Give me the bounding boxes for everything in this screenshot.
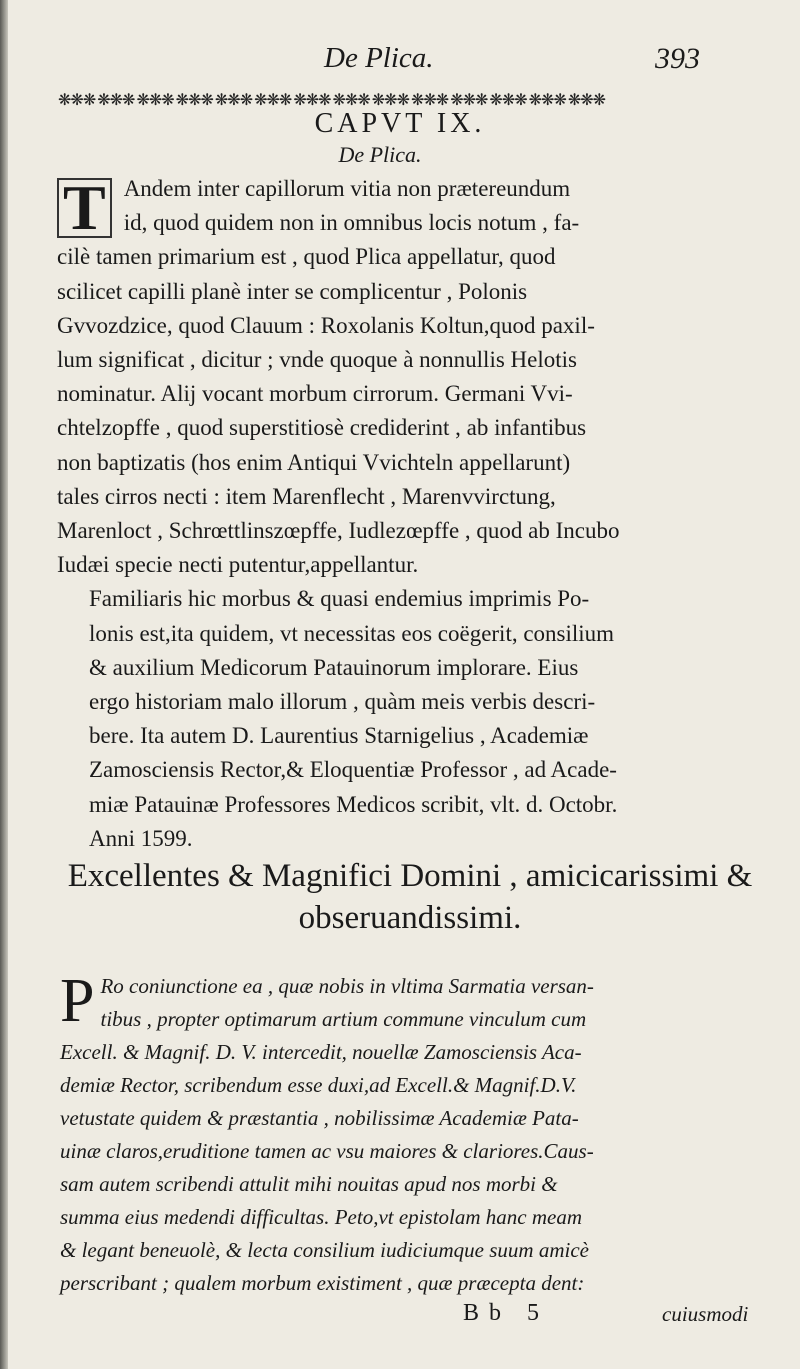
signature-mark: Bb 5 [463,1300,550,1326]
letter-line: vetustate quidem & præstantia , nobilissimæ Academiæ Pata- [60,1106,579,1130]
text-line: tales cirros necti : item Marenflecht , Marenvvirctung, [57,483,556,509]
ornament-glyph: ❋❋❋ [97,89,135,109]
text-line: miæ Patauinæ Professores Medicos scribit, vlt. d. Octobr. [89,791,618,817]
ornament-glyph: ❋❋❋ [214,89,253,109]
page-number: 393 [655,42,700,75]
text-line: Iudæi specie necti putentur,appellantur. [57,552,419,578]
text-line: & auxilium Medicorum Patauinorum implorare. Eius [89,654,579,680]
letter-line: uinæ claros,eruditione tamen ac vsu maiores & clariores.Caus- [60,1139,594,1163]
ornament-glyph: ❋❋❋ [332,89,370,109]
ornament-glyph: ❋❋❋ [58,89,96,109]
ornament-band [58,88,718,110]
drop-cap-p: P [60,967,95,1035]
text-line: id, quod quidem non in omnibus locis notum , fa- [123,210,580,236]
running-head-title: De Plica. [324,42,434,74]
text-line: bere. Ita autem D. Laurentius Starnigelius , Academiæ [89,723,589,749]
chapter-title: CAPVT IX. [314,108,486,139]
text-line: lonis est,ita quidem, vt necessitas eos coëgerit, consilium [89,620,615,646]
letter-line: perscribant ; qualem morbum existiment , quæ præcepta dent: [60,1271,585,1295]
letter-line: demiæ Rector, scribendum esse duxi,ad Excell.& Magnif.D.V. [60,1073,577,1097]
chapter-subtitle: De Plica. [338,142,422,167]
ornament-glyph: ❋❋❋ [136,89,174,109]
letter-line: & legant beneuolè, & lecta consilium iudiciumque suum amicè [60,1238,589,1262]
text-line: ergo historiam malo illorum , quàm meis verbis descri- [89,689,596,715]
letter-line: sam autem scribendi attulit mihi nouitas apud nos morbi & [60,1172,558,1196]
text-line: Anni 1599. [89,825,193,851]
drop-cap-t: T [57,178,112,238]
text-line: chtelzopffe , quod superstitiosè crediderint , ab infantibus [57,415,587,441]
ornament-glyph: ❋❋❋ [567,89,606,109]
text-line: Marenloct , Schrœttlinszœpffe, Iudlezœpffe , quod ab Incubo [57,518,620,544]
text-line: scilicet capilli planè inter se complicentur , Polonis [57,278,528,304]
main-text [57,172,769,856]
text-line: non baptizatis (hos enim Antiqui Vvichteln appellarunt) [57,449,571,475]
ornament-glyph: ❋❋❋ [528,89,566,109]
letter-line: tibus , propter optimarum artium commune vinculum cum [100,1007,587,1031]
letter-salutation [55,855,765,939]
salutation-line: carissimi & obseruandissimi. [298,858,753,936]
ornament-glyph: ❋❋❋ [450,89,488,109]
letter-text [60,967,770,1300]
ornament-glyph: ❋❋❋ [371,89,409,109]
text-line: Zamosciensis Rector,& Eloquentiæ Professor , ad Acade- [89,757,617,783]
salutation-line: Excellentes & Magnifici Domini , amici [67,858,600,894]
page-edge-shadow [0,0,8,1369]
running-head [0,38,800,88]
catchword: cuiusmodi [662,1302,749,1326]
paragraph-2 [57,582,769,856]
letter-line: Ro coniunctione ea , quæ nobis in vltima Sarmatia versan- [100,974,594,998]
text-line: Gvvozdzice, quod Clauum : Roxolanis Koltun,quod paxil- [57,312,595,338]
paragraph-1 [57,172,769,582]
text-line: Familiaris hic morbus & quasi endemius imprimis Po- [89,586,590,612]
ornament-glyph: ❋❋❋ [254,89,292,109]
text-line: nominatur. Alij vocant morbum cirrorum. Germani Vvi- [57,381,573,407]
ornament-glyph: ❋❋❋ [410,89,449,109]
ornament-glyph: ❋❋❋ [293,89,331,109]
text-line: lum significat , dicitur ; vnde quoque à nonnullis Helotis [57,347,577,373]
letter-line: Excell. & Magnif. D. V. intercedit, nouellæ Zamosciensis Aca- [60,1040,582,1064]
letter-line: summa eius medendi difficultas. Peto,vt epistolam hanc meam [60,1205,582,1229]
text-line: cilè tamen primarium est , quod Plica appellatur, quod [57,244,556,270]
text-line: Andem inter capillorum vitia non prætereundum [123,176,571,201]
ornament-glyph: ❋❋❋ [489,89,527,109]
ornament-glyph: ❋❋❋ [175,89,213,109]
